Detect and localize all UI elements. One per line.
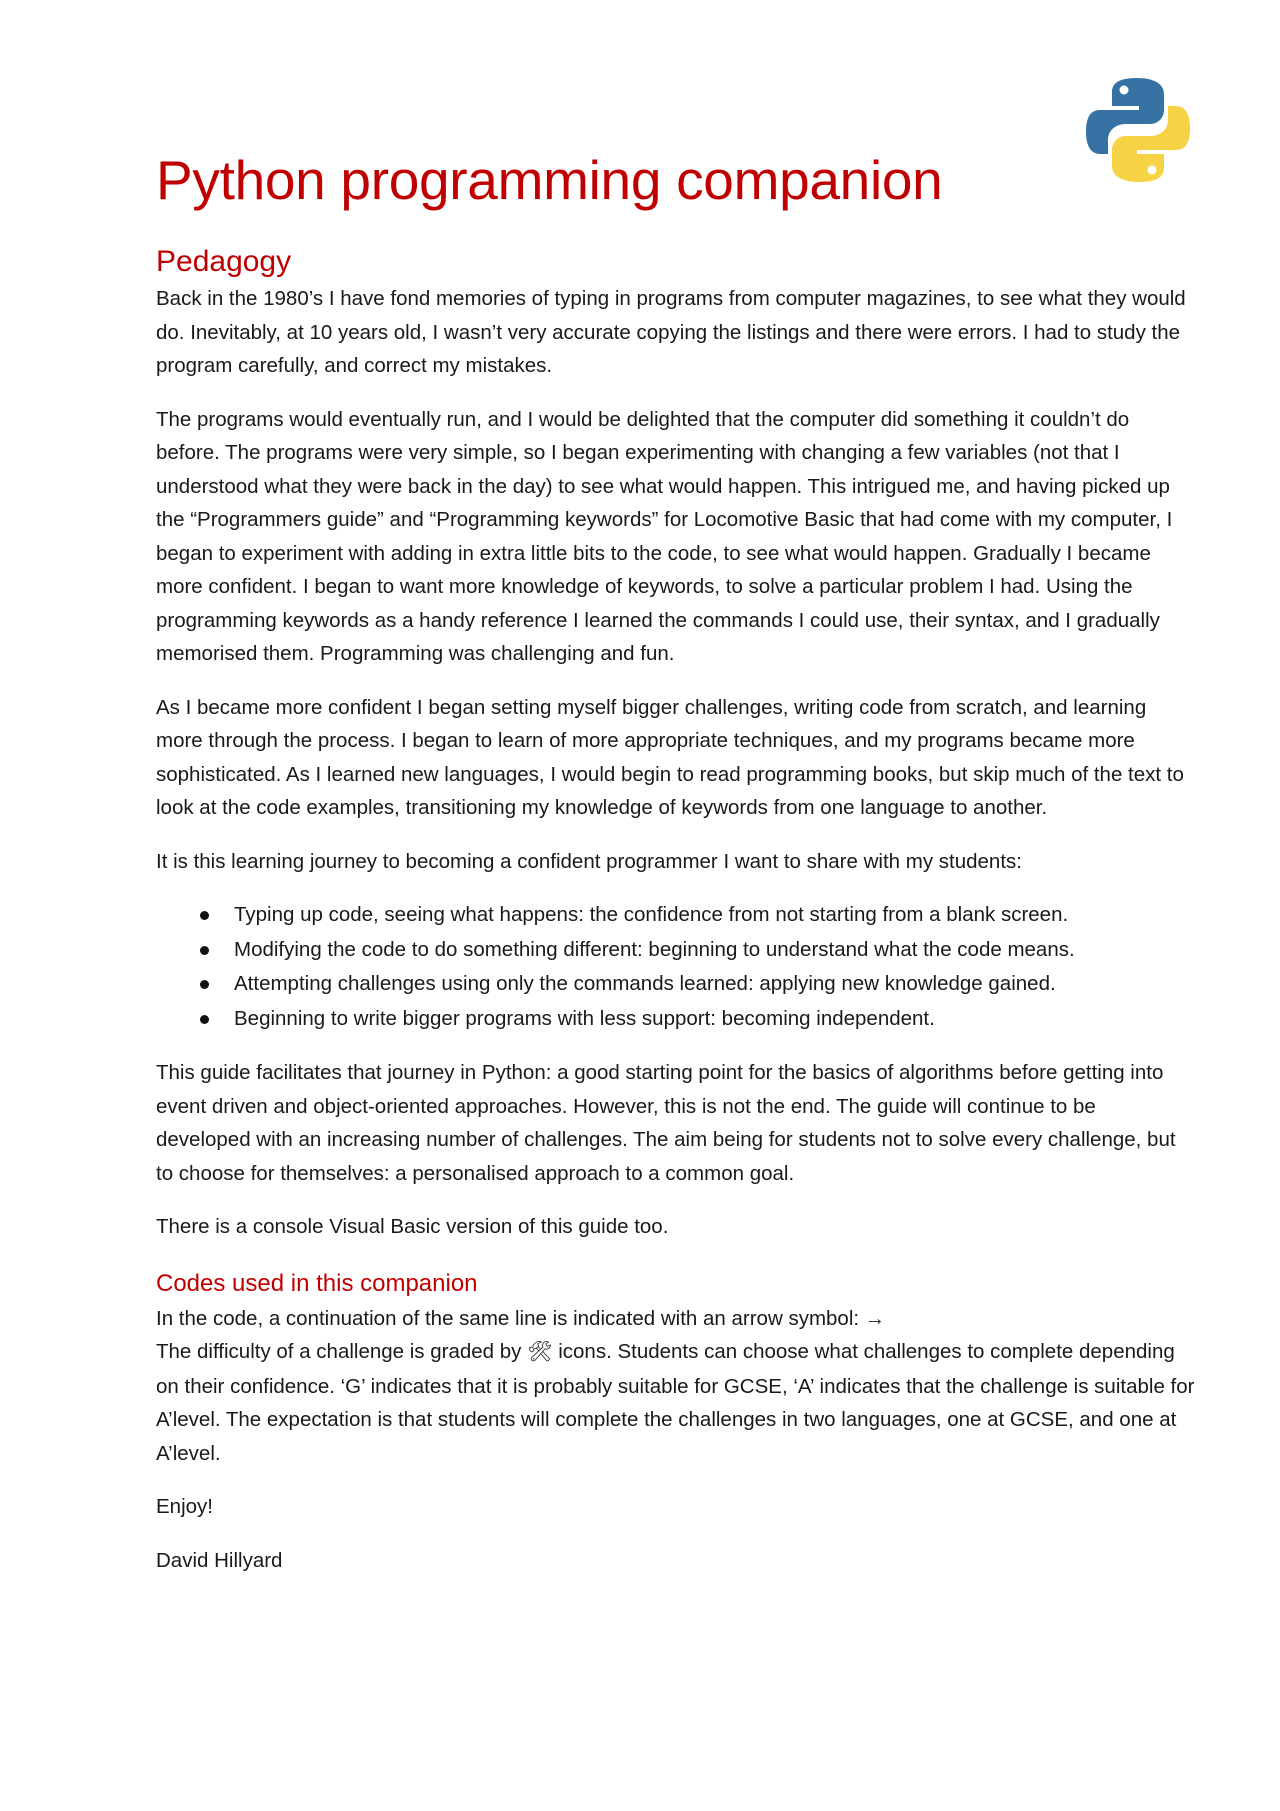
list-item xyxy=(200,967,1196,1002)
paragraph-2: The programs would eventually run, and I would be delighted that the computer did something it couldn’t do before. The programs were very simple, so I began experimenting with changing a few variables (not that I understood what they were back in the day) to see what would happen. This intrigued me, and having picked up the “Programmers guide” and “Programming keywords” for Locomotive Basic that had come with my computer, I began to experiment with adding in extra little bits to the code, to see what would happen. Gradually I became more confident. I began to want more knowledge of keywords, to solve a particular problem I had. Using the programming keywords as a handy reference I learned the commands I could use, their syntax, and I gradually memorised them. Programming was challenging and fun. xyxy=(156,407,1173,665)
codes-line-difficulty xyxy=(156,1335,1196,1470)
paragraph-6: There is a console Visual Basic version of this guide too. xyxy=(156,1215,669,1238)
document-content xyxy=(156,140,1196,1597)
codes-line-arrow: In the code, a continuation of the same line is indicated with an arrow symbol: → xyxy=(156,1306,886,1330)
list-item xyxy=(200,933,1196,968)
list-item-text: Typing up code, seeing what happens: the confidence from not starting from a blank screen. xyxy=(234,903,1069,926)
list-item xyxy=(200,1002,1196,1037)
document-title: Python programming companion xyxy=(156,149,943,211)
codes-line-difficulty-start: The difficulty of a challenge is graded by xyxy=(156,1340,528,1363)
paragraph-5: This guide facilitates that journey in Python: a good starting point for the basics of algorithms before getting into event driven and object-oriented approaches. However, this is not the end. The guide will continue to be developed with an increasing number of challenges. The aim being for students not to solve every challenge, but to choose for themselves: a personalised approach to a common goal. xyxy=(156,1061,1176,1185)
section-heading-codes: Codes used in this companion xyxy=(156,1269,478,1297)
paragraph-4: It is this learning journey to becoming a confident programmer I want to share with my students: xyxy=(156,849,1022,873)
bullet-icon xyxy=(200,946,209,955)
paragraph-1: Back in the 1980’s I have fond memories of typing in programs from computer magazines, to see what they would do. Inevitably, at 10 years old, I wasn’t very accurate copying the listings and there were errors. I had to study the program carefully, and correct my mistakes. xyxy=(156,287,1186,377)
codes-line-difficulty-end: icons. Students can choose what challenges to complete depending on their confidence. ‘G’ indicates that it is probably suitable for GCSE, ‘A’ indicates that the challenge is suitable for A’level. The expectation is that students will complete the challenges in two languages, one at GCSE, and one at A’level. xyxy=(156,1340,1195,1465)
bullet-icon xyxy=(200,911,209,920)
bullet-icon xyxy=(200,980,209,989)
section-heading-pedagogy: Pedagogy xyxy=(156,245,292,278)
list-item-text: Modifying the code to do something different: beginning to understand what the code means. xyxy=(234,937,1075,961)
bullet-icon xyxy=(200,1015,209,1024)
list-item-text: Attempting challenges using only the commands learned: applying new knowledge gained. xyxy=(234,972,1056,995)
list-item xyxy=(200,898,1196,933)
tools-icon: 🛠 xyxy=(527,1341,553,1363)
author-signature: David Hillyard xyxy=(156,1548,283,1572)
paragraph-3: As I became more confident I began setting myself bigger challenges, writing code from scratch, and learning more through the process. I began to learn of more appropriate techniques, and my programs became more sophisticated. As I learned new languages, I would begin to read programming books, but skip much of the text to look at the code examples, transitioning my knowledge of keywords from one language to another. xyxy=(156,695,1184,819)
learning-journey-list xyxy=(156,898,1196,1036)
closing-text: Enjoy! xyxy=(156,1495,213,1518)
list-item-text: Beginning to write bigger programs with less support: becoming independent. xyxy=(234,1006,935,1030)
